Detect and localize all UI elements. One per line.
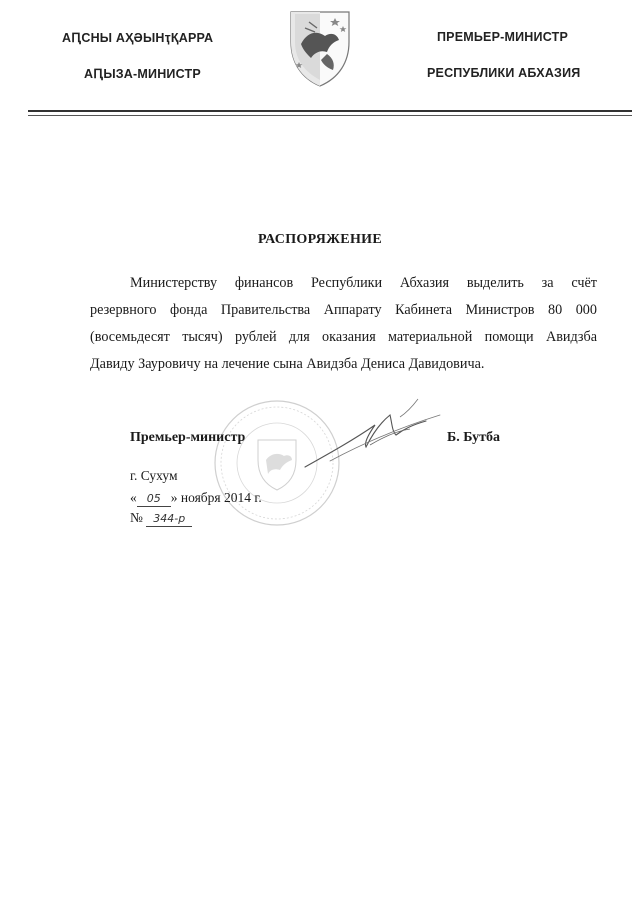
header-left-line2: АԤЫЗА-МИНИСТР — [84, 67, 201, 81]
header-rule-thin — [28, 115, 632, 116]
date-rest: » ноября 2014 г. — [170, 490, 262, 505]
document-title: РАСПОРЯЖЕНИЕ — [258, 232, 382, 247]
signer-position: Премьер-министр — [130, 430, 246, 445]
body-line: (восемьдесят тысяч) рублей для оказания материальной помощи Авидзба — [90, 329, 597, 345]
signer-name: Б. Бутба — [447, 430, 501, 445]
header-right-line1: ПРЕМЬЕР-МИНИСТР — [437, 30, 568, 44]
number-value-handwritten: 344-р — [146, 512, 192, 527]
handwritten-signature-icon — [300, 395, 460, 470]
header-right-line2: РЕСПУБЛИКИ АБХАЗИЯ — [427, 66, 581, 80]
date-open-quote: « — [130, 490, 137, 505]
date-day-handwritten: 05 — [137, 492, 171, 507]
number-prefix: № — [130, 510, 143, 525]
date-line — [130, 490, 262, 507]
body-line: резервного фонда Правительства Аппарату Кабинета Министров 80 000 — [90, 302, 597, 318]
city-line: г. Сухум — [130, 468, 178, 483]
number-line — [130, 510, 192, 527]
header-left-line1: АԤСНЫ АҲӘЫНҭҚАРРА — [62, 31, 214, 45]
body-line: Министерству финансов Республики Абхазия выделить за счёт — [130, 275, 597, 291]
coat-of-arms-icon — [287, 2, 353, 88]
header-rule-thick — [28, 110, 632, 112]
body-line: Давиду Зауровичу на лечение сына Авидзба Дениса Давидовича. — [90, 356, 485, 372]
document-body — [90, 270, 597, 378]
